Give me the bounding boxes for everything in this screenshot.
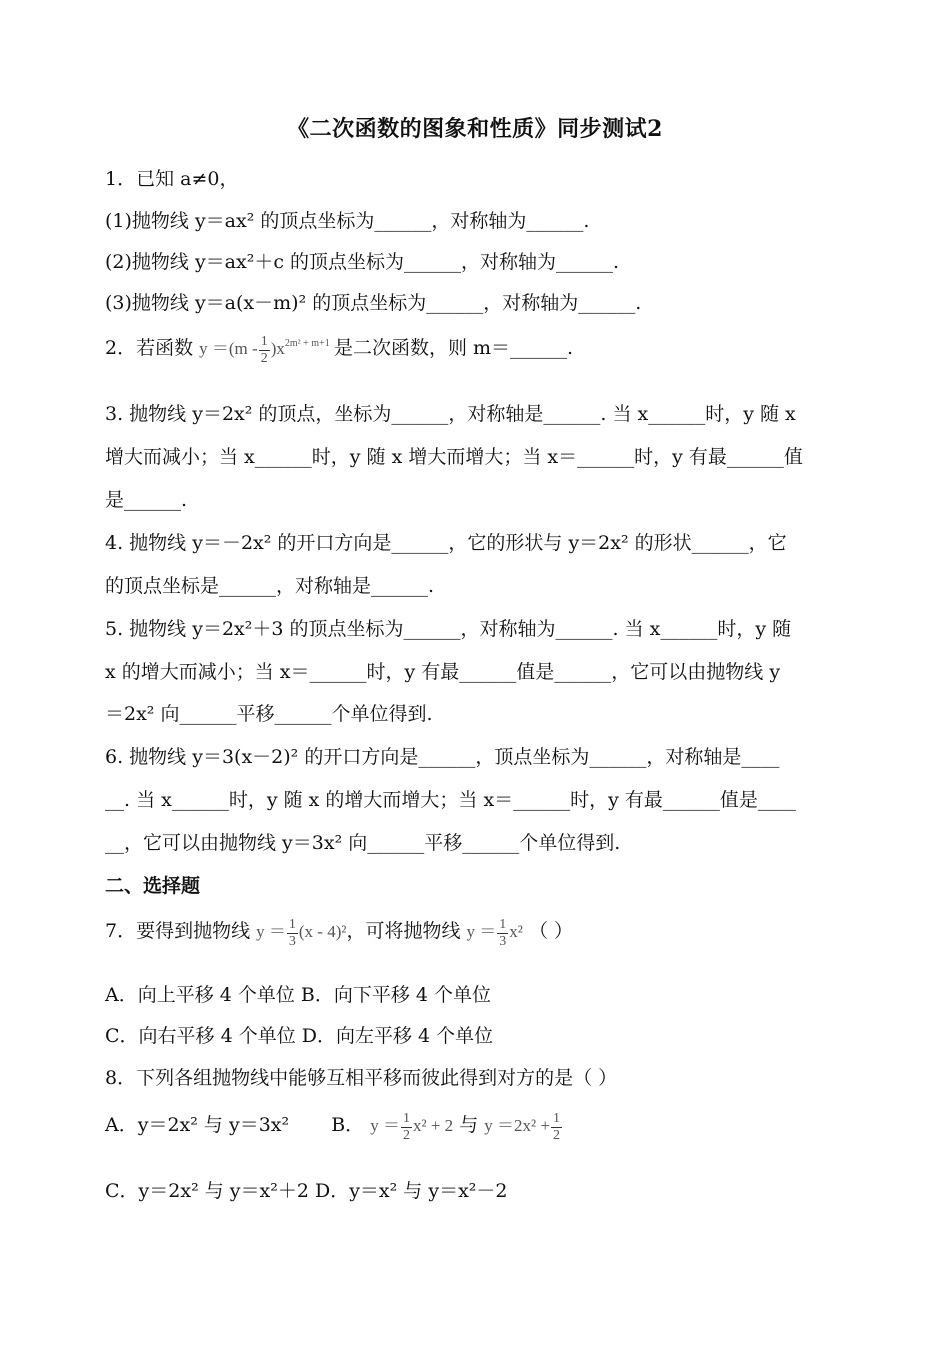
q7-option-cd: C．向右平移 4 个单位 D．向左平移 4 个单位 — [105, 1025, 494, 1047]
q6-line1: 6. 抛物线 y＝3(x－2)² 的开口方向是______，顶点坐标为______，对称轴是____ — [105, 746, 780, 768]
q7b-fraction — [497, 917, 508, 950]
q7a-fraction — [287, 917, 298, 950]
q7-paren: （ ） — [528, 920, 573, 942]
q7b-den: 3 — [499, 933, 507, 949]
q8-option-b-label: B． — [331, 1114, 365, 1136]
q7-prefix: 7．要得到抛物线 — [105, 920, 251, 942]
q4-line2: 的顶点坐标是______，对称轴是______. — [105, 575, 435, 597]
section-heading: 二、选择题 — [105, 875, 201, 897]
q7b-end: x² — [509, 922, 523, 941]
q4-line1: 4. 抛物线 y＝－2x² 的开口方向是______，它的形状与 y＝2x² 的形状______，它 — [105, 532, 787, 554]
q8b1-start: y ＝ — [370, 1116, 400, 1135]
q8b-formula-2 — [484, 1110, 563, 1143]
q3-line1: 3. 抛物线 y＝2x² 的顶点，坐标为______，对称轴是______. 当 x______时，y 随 x — [105, 403, 796, 425]
q5-line1: 5. 抛物线 y＝2x²＋3 的顶点坐标为______，对称轴为______. 当 x______时，y 随 — [105, 618, 792, 640]
q7-option-ab: A．向上平移 4 个单位 B．向下平移 4 个单位 — [105, 984, 492, 1006]
q7b-num: 1 — [499, 916, 507, 932]
q2-frac-num: 1 — [260, 333, 268, 349]
q7b-start: y ＝ — [466, 922, 497, 941]
q7-line — [105, 916, 850, 950]
q8-option-a: A．y＝2x² 与 y＝3x² — [105, 1114, 290, 1136]
q8-stem: 8．下列各组抛物线中能够互相平移而彼此得到对方的是（ ） — [105, 1067, 618, 1089]
q7-formula-a — [256, 916, 347, 949]
q1-part3: (3)抛物线 y＝a(x－m)² 的顶点坐标为______，对称轴为______. — [105, 292, 642, 314]
q6-line2: __. 当 x______时，y 随 x 的增大而增大；当 x＝______时，y 有最______值是____ — [105, 789, 796, 811]
q7a-start: y ＝ — [256, 922, 286, 941]
q1-stem: 1．已知 a≠0， — [105, 168, 239, 190]
q2-frac-den: 2 — [260, 350, 268, 366]
q8b1-end: x² + 2 — [412, 1116, 454, 1135]
q2-formula-end: )x — [270, 339, 285, 358]
q8b1-fraction — [401, 1111, 412, 1144]
q8-option-cd: C．y＝2x² 与 y＝x²＋2 D．y＝x² 与 y＝x²－2 — [105, 1180, 508, 1202]
q2-formula-start: y ＝(m - — [199, 339, 258, 358]
q7a-end: (x - 4)² — [298, 922, 347, 941]
q8-option-ab — [105, 1110, 850, 1144]
q2-suffix: 是二次函数，则 m＝______. — [333, 337, 574, 359]
q8b1-num: 1 — [402, 1110, 410, 1126]
q3-line3: 是______. — [105, 489, 188, 511]
q2-line — [105, 333, 850, 367]
q2-exponent: 2m² + m+1 — [284, 338, 330, 349]
q2-fraction — [259, 334, 270, 367]
q7a-den: 3 — [288, 933, 296, 949]
q6-line3: __，它可以由抛物线 y＝3x² 向______平移______个单位得到. — [105, 832, 621, 854]
q7-middle: ，可将抛物线 — [346, 920, 461, 942]
q5-line3: ＝2x² 向______平移______个单位得到. — [105, 703, 433, 725]
q8b-formula-1 — [370, 1110, 454, 1143]
q8b2-num: 1 — [552, 1110, 560, 1126]
q7a-num: 1 — [288, 916, 296, 932]
q1-part1: (1)抛物线 y＝ax² 的顶点坐标为______，对称轴为______. — [105, 210, 590, 232]
q8b1-den: 2 — [402, 1127, 410, 1143]
q8b2-den: 2 — [552, 1127, 560, 1143]
q8b2-start: y ＝2x² + — [484, 1116, 550, 1135]
q2-formula — [199, 333, 334, 366]
q8b-with: 与 — [459, 1114, 479, 1136]
q7-formula-b — [466, 916, 523, 949]
q2-prefix: 2．若函数 — [105, 337, 194, 359]
q3-line2: 增大而减小；当 x______时，y 随 x 增大而增大；当 x＝______时，y 有最______值 — [105, 446, 803, 468]
q5-line2: x 的增大而减小；当 x＝______时，y 有最______值是______，它可以由抛物线 y — [105, 661, 781, 683]
q8b2-fraction — [551, 1111, 562, 1144]
q1-part2: (2)抛物线 y＝ax²＋c 的顶点坐标为______，对称轴为______. — [105, 251, 620, 273]
page-title: 《二次函数的图象和性质》同步测试2 — [287, 116, 663, 142]
